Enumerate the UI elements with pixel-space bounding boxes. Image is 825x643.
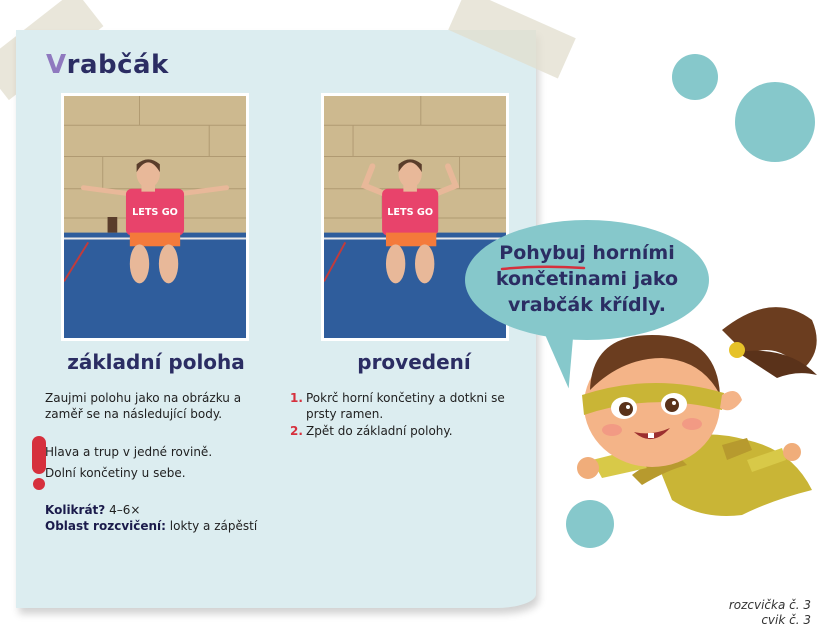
- shirt-text-execution: LETS GO: [387, 207, 434, 219]
- decor-circle: [735, 82, 815, 162]
- start-position-photo: [61, 93, 249, 341]
- speech-bubble-text: Pohybuj horními končetinami jako vrabčák křídly.: [495, 242, 679, 316]
- exercise-meta: [45, 502, 305, 534]
- exercise-number: cvik č. 3: [761, 613, 811, 627]
- key-point: Dolní končetiny u sebe.: [45, 466, 186, 480]
- key-point: Hlava a trup v jedné rovině.: [45, 445, 213, 459]
- decor-circle: [672, 54, 718, 100]
- exercise-title: Vrabčák: [46, 50, 169, 80]
- warmup-area: Oblast rozcvičení: lokty a zápěstí: [45, 519, 258, 533]
- shirt-text-start: LETS GO: [132, 207, 178, 219]
- intro-text: Zaujmi polohu jako na obrázku a zaměř se na následující body.: [45, 391, 242, 421]
- list-item: 1. Pokrč horní končetiny a dotkni se prsty ramen.: [290, 391, 505, 421]
- list-item: 2. Zpět do základní polohy.: [290, 424, 453, 438]
- steps-list: [290, 390, 515, 440]
- exclamation-mark-icon: [32, 436, 46, 490]
- start-position-caption: základní poloha: [67, 350, 245, 374]
- key-points: [45, 444, 275, 486]
- superhero-girl-illustration: [572, 300, 825, 530]
- exercise-card: [16, 30, 536, 608]
- repetition-count: Kolikrát? 4–6×: [45, 503, 141, 517]
- footer-info: [729, 598, 811, 628]
- highlight-underline: [500, 265, 586, 271]
- warmup-number: rozcvička č. 3: [728, 598, 811, 612]
- execution-caption: provedení: [357, 350, 471, 374]
